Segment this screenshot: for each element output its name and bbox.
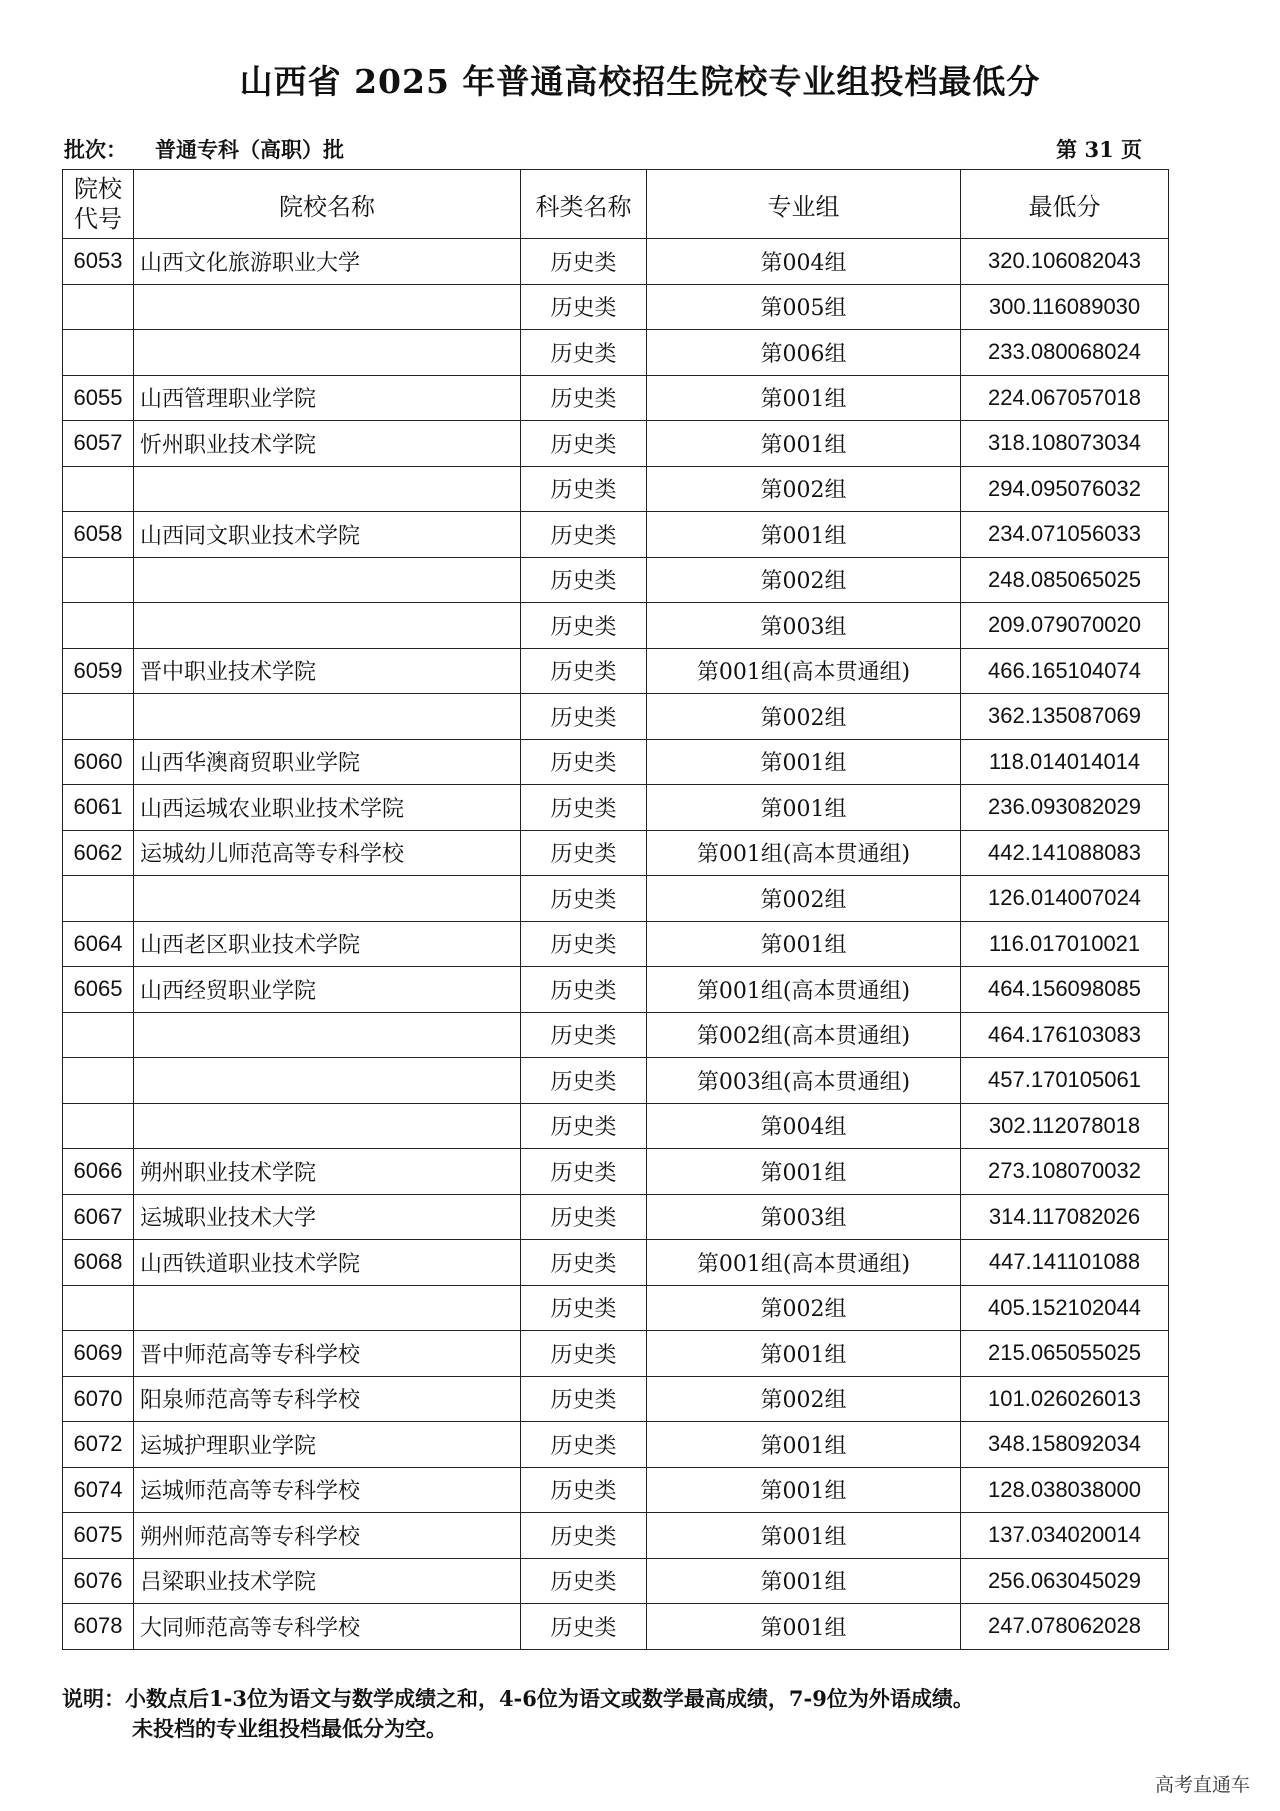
cell-min-score: 300.116089030: [961, 284, 1169, 330]
cell-subject: 历史类: [521, 1194, 647, 1240]
cell-school-name: [134, 1285, 521, 1331]
page-title: 山西省 2025 年普通高校招生院校专业组投档最低分: [239, 62, 1041, 101]
table-row: [63, 739, 1169, 785]
table-row: [63, 1240, 1169, 1286]
cell-min-score: 101.026026013: [961, 1376, 1169, 1422]
cell-school-name: 运城师范高等专科学校: [134, 1467, 521, 1513]
cell-min-score: 236.093082029: [961, 785, 1169, 831]
cell-subject: 历史类: [521, 284, 647, 330]
cell-group: 第001组(高本贯通组): [647, 830, 961, 876]
cell-subject: 历史类: [521, 421, 647, 467]
cell-min-score: 442.141088083: [961, 830, 1169, 876]
cell-min-score: 128.038038000: [961, 1467, 1169, 1513]
cell-code: 6078: [63, 1604, 134, 1650]
cell-code: 6058: [63, 512, 134, 558]
cell-school-name: [134, 1012, 521, 1058]
table-row: [63, 1103, 1169, 1149]
cell-group: 第002组: [647, 694, 961, 740]
cell-subject: 历史类: [521, 1103, 647, 1149]
cell-min-score: 314.117082026: [961, 1194, 1169, 1240]
cell-subject: 历史类: [521, 603, 647, 649]
watermark: 高考直通车: [1154, 1774, 1250, 1796]
cell-school-name: 运城护理职业学院: [134, 1422, 521, 1468]
cell-school-name: 吕梁职业技术学院: [134, 1558, 521, 1604]
cell-group: 第006组: [647, 330, 961, 376]
table-row: [63, 466, 1169, 512]
cell-group: 第001组: [647, 421, 961, 467]
cell-school-name: 山西老区职业技术学院: [134, 921, 521, 967]
cell-code: [63, 330, 134, 376]
table-row: [63, 330, 1169, 376]
table-row: [63, 1604, 1169, 1650]
cell-school-name: 阳泉师范高等专科学校: [134, 1376, 521, 1422]
footnote: [62, 1684, 974, 1744]
header-score: 最低分: [961, 170, 1169, 239]
cell-subject: 历史类: [521, 785, 647, 831]
cell-min-score: 248.085065025: [961, 557, 1169, 603]
cell-school-name: 山西铁道职业技术学院: [134, 1240, 521, 1286]
table-row: [63, 1331, 1169, 1377]
cell-group: 第003组: [647, 1194, 961, 1240]
cell-subject: 历史类: [521, 830, 647, 876]
cell-school-name: [134, 1103, 521, 1149]
cell-group: 第004组: [647, 1103, 961, 1149]
cell-subject: 历史类: [521, 466, 647, 512]
header-subject: 科类名称: [521, 170, 647, 239]
table-row: [63, 876, 1169, 922]
cell-school-name: [134, 1058, 521, 1104]
table-row: [63, 1012, 1169, 1058]
table-row: [63, 785, 1169, 831]
cell-code: [63, 694, 134, 740]
table-row: [63, 1467, 1169, 1513]
table-row: [63, 1558, 1169, 1604]
cell-min-score: 466.165104074: [961, 648, 1169, 694]
table-row: [63, 603, 1169, 649]
table-row: [63, 648, 1169, 694]
cell-school-name: 山西经贸职业学院: [134, 967, 521, 1013]
cell-min-score: 457.170105061: [961, 1058, 1169, 1104]
cell-group: 第001组: [647, 1558, 961, 1604]
cell-code: [63, 466, 134, 512]
cell-subject: 历史类: [521, 739, 647, 785]
cell-code: 6066: [63, 1149, 134, 1195]
cell-code: 6074: [63, 1467, 134, 1513]
page-number: 第 31 页: [1056, 137, 1142, 162]
cell-group: 第001组: [647, 375, 961, 421]
cell-min-score: 118.014014014: [961, 739, 1169, 785]
cell-school-name: [134, 557, 521, 603]
cell-code: 6059: [63, 648, 134, 694]
cell-subject: 历史类: [521, 1604, 647, 1650]
cell-group: 第002组(高本贯通组): [647, 1012, 961, 1058]
table-row: [63, 967, 1169, 1013]
cell-group: 第001组: [647, 1513, 961, 1559]
table-row: [63, 1513, 1169, 1559]
cell-min-score: 320.106082043: [961, 239, 1169, 285]
cell-subject: 历史类: [521, 1331, 647, 1377]
cell-code: 6064: [63, 921, 134, 967]
cell-group: 第001组: [647, 1467, 961, 1513]
cell-code: 6067: [63, 1194, 134, 1240]
cell-group: 第002组: [647, 1285, 961, 1331]
cell-min-score: 137.034020014: [961, 1513, 1169, 1559]
table-row: [63, 1422, 1169, 1468]
cell-subject: 历史类: [521, 1012, 647, 1058]
cell-code: 6060: [63, 739, 134, 785]
cell-group: 第002组: [647, 466, 961, 512]
cell-min-score: 318.108073034: [961, 421, 1169, 467]
cell-subject: 历史类: [521, 1149, 647, 1195]
cell-school-name: 运城幼儿师范高等专科学校: [134, 830, 521, 876]
table-row: [63, 421, 1169, 467]
cell-subject: 历史类: [521, 512, 647, 558]
cell-school-name: 山西管理职业学院: [134, 375, 521, 421]
cell-school-name: 忻州职业技术学院: [134, 421, 521, 467]
table-row: [63, 1058, 1169, 1104]
cell-group: 第001组: [647, 921, 961, 967]
cell-school-name: 大同师范高等专科学校: [134, 1604, 521, 1650]
cell-min-score: 464.156098085: [961, 967, 1169, 1013]
cell-code: 6062: [63, 830, 134, 876]
cell-subject: 历史类: [521, 876, 647, 922]
cell-group: 第001组: [647, 785, 961, 831]
header-code: 院校代号: [63, 170, 134, 239]
cell-min-score: 116.017010021: [961, 921, 1169, 967]
cell-subject: 历史类: [521, 1058, 647, 1104]
cell-min-score: 362.135087069: [961, 694, 1169, 740]
cell-school-name: [134, 466, 521, 512]
cell-code: [63, 1285, 134, 1331]
cell-code: 6072: [63, 1422, 134, 1468]
cell-min-score: 256.063045029: [961, 1558, 1169, 1604]
cell-subject: 历史类: [521, 1422, 647, 1468]
cell-school-name: 山西文化旅游职业大学: [134, 239, 521, 285]
cell-code: [63, 557, 134, 603]
table-row: [63, 1149, 1169, 1195]
cell-subject: 历史类: [521, 375, 647, 421]
cell-school-name: [134, 876, 521, 922]
cell-subject: 历史类: [521, 557, 647, 603]
cell-min-score: 209.079070020: [961, 603, 1169, 649]
table-row: [63, 375, 1169, 421]
cell-min-score: 405.152102044: [961, 1285, 1169, 1331]
cell-min-score: 224.067057018: [961, 375, 1169, 421]
cell-min-score: 464.176103083: [961, 1012, 1169, 1058]
table-row: [63, 239, 1169, 285]
cell-group: 第001组: [647, 512, 961, 558]
cell-group: 第003组(高本贯通组): [647, 1058, 961, 1104]
cell-school-name: [134, 603, 521, 649]
cell-group: 第002组: [647, 1376, 961, 1422]
cell-school-name: 晋中师范高等专科学校: [134, 1331, 521, 1377]
batch-value: 普通专科（高职）批: [155, 137, 344, 162]
cell-group: 第001组(高本贯通组): [647, 967, 961, 1013]
footnote-line-2: 未投档的专业组投档最低分为空。: [132, 1716, 447, 1741]
cell-code: 6070: [63, 1376, 134, 1422]
cell-group: 第001组: [647, 1331, 961, 1377]
table-row: [63, 1376, 1169, 1422]
cell-code: 6053: [63, 239, 134, 285]
cell-code: 6075: [63, 1513, 134, 1559]
cell-min-score: 348.158092034: [961, 1422, 1169, 1468]
cell-school-name: 山西运城农业职业技术学院: [134, 785, 521, 831]
cell-group: 第001组: [647, 1422, 961, 1468]
cell-group: 第005组: [647, 284, 961, 330]
cell-subject: 历史类: [521, 967, 647, 1013]
cell-code: [63, 603, 134, 649]
cell-min-score: 234.071056033: [961, 512, 1169, 558]
table-row: [63, 1194, 1169, 1240]
cell-subject: 历史类: [521, 1240, 647, 1286]
cell-subject: 历史类: [521, 648, 647, 694]
cell-code: 6061: [63, 785, 134, 831]
header-name: 院校名称: [134, 170, 521, 239]
score-table: [62, 169, 1169, 1650]
cell-min-score: 294.095076032: [961, 466, 1169, 512]
cell-group: 第001组: [647, 1604, 961, 1650]
cell-code: 6065: [63, 967, 134, 1013]
cell-subject: 历史类: [521, 239, 647, 285]
cell-group: 第002组: [647, 876, 961, 922]
table-row: [63, 1285, 1169, 1331]
cell-subject: 历史类: [521, 694, 647, 740]
table-header-row: [63, 170, 1169, 239]
cell-code: [63, 1103, 134, 1149]
cell-school-name: 朔州职业技术学院: [134, 1149, 521, 1195]
cell-subject: 历史类: [521, 1467, 647, 1513]
cell-code: 6057: [63, 421, 134, 467]
cell-subject: 历史类: [521, 921, 647, 967]
cell-min-score: 233.080068024: [961, 330, 1169, 376]
cell-min-score: 447.141101088: [961, 1240, 1169, 1286]
cell-min-score: 215.065055025: [961, 1331, 1169, 1377]
cell-school-name: 晋中职业技术学院: [134, 648, 521, 694]
cell-school-name: [134, 330, 521, 376]
footnote-line-1: 说明：小数点后1-3位为语文与数学成绩之和，4-6位为语文或数学最高成绩，7-9位为外语成绩。: [62, 1686, 974, 1711]
table-row: [63, 830, 1169, 876]
header-group: 专业组: [647, 170, 961, 239]
cell-min-score: 126.014007024: [961, 876, 1169, 922]
batch-info: [64, 134, 344, 164]
cell-subject: 历史类: [521, 1513, 647, 1559]
cell-school-name: 山西华澳商贸职业学院: [134, 739, 521, 785]
cell-school-name: [134, 284, 521, 330]
table-body: [63, 239, 1169, 1650]
cell-min-score: 302.112078018: [961, 1103, 1169, 1149]
table-row: [63, 694, 1169, 740]
cell-code: [63, 284, 134, 330]
cell-group: 第002组: [647, 557, 961, 603]
cell-group: 第001组(高本贯通组): [647, 1240, 961, 1286]
cell-subject: 历史类: [521, 1376, 647, 1422]
cell-min-score: 247.078062028: [961, 1604, 1169, 1650]
table-row: [63, 557, 1169, 603]
cell-school-name: [134, 694, 521, 740]
cell-code: [63, 1012, 134, 1058]
cell-group: 第001组: [647, 739, 961, 785]
cell-subject: 历史类: [521, 1558, 647, 1604]
cell-code: 6055: [63, 375, 134, 421]
cell-subject: 历史类: [521, 330, 647, 376]
table-row: [63, 284, 1169, 330]
cell-min-score: 273.108070032: [961, 1149, 1169, 1195]
cell-code: [63, 1058, 134, 1104]
cell-school-name: 朔州师范高等专科学校: [134, 1513, 521, 1559]
cell-code: [63, 876, 134, 922]
table-row: [63, 921, 1169, 967]
table-row: [63, 512, 1169, 558]
cell-group: 第001组(高本贯通组): [647, 648, 961, 694]
cell-code: 6076: [63, 1558, 134, 1604]
cell-subject: 历史类: [521, 1285, 647, 1331]
cell-group: 第001组: [647, 1149, 961, 1195]
cell-group: 第003组: [647, 603, 961, 649]
cell-group: 第004组: [647, 239, 961, 285]
cell-code: 6069: [63, 1331, 134, 1377]
batch-label: 批次：: [64, 137, 127, 162]
cell-code: 6068: [63, 1240, 134, 1286]
cell-school-name: 运城职业技术大学: [134, 1194, 521, 1240]
cell-school-name: 山西同文职业技术学院: [134, 512, 521, 558]
